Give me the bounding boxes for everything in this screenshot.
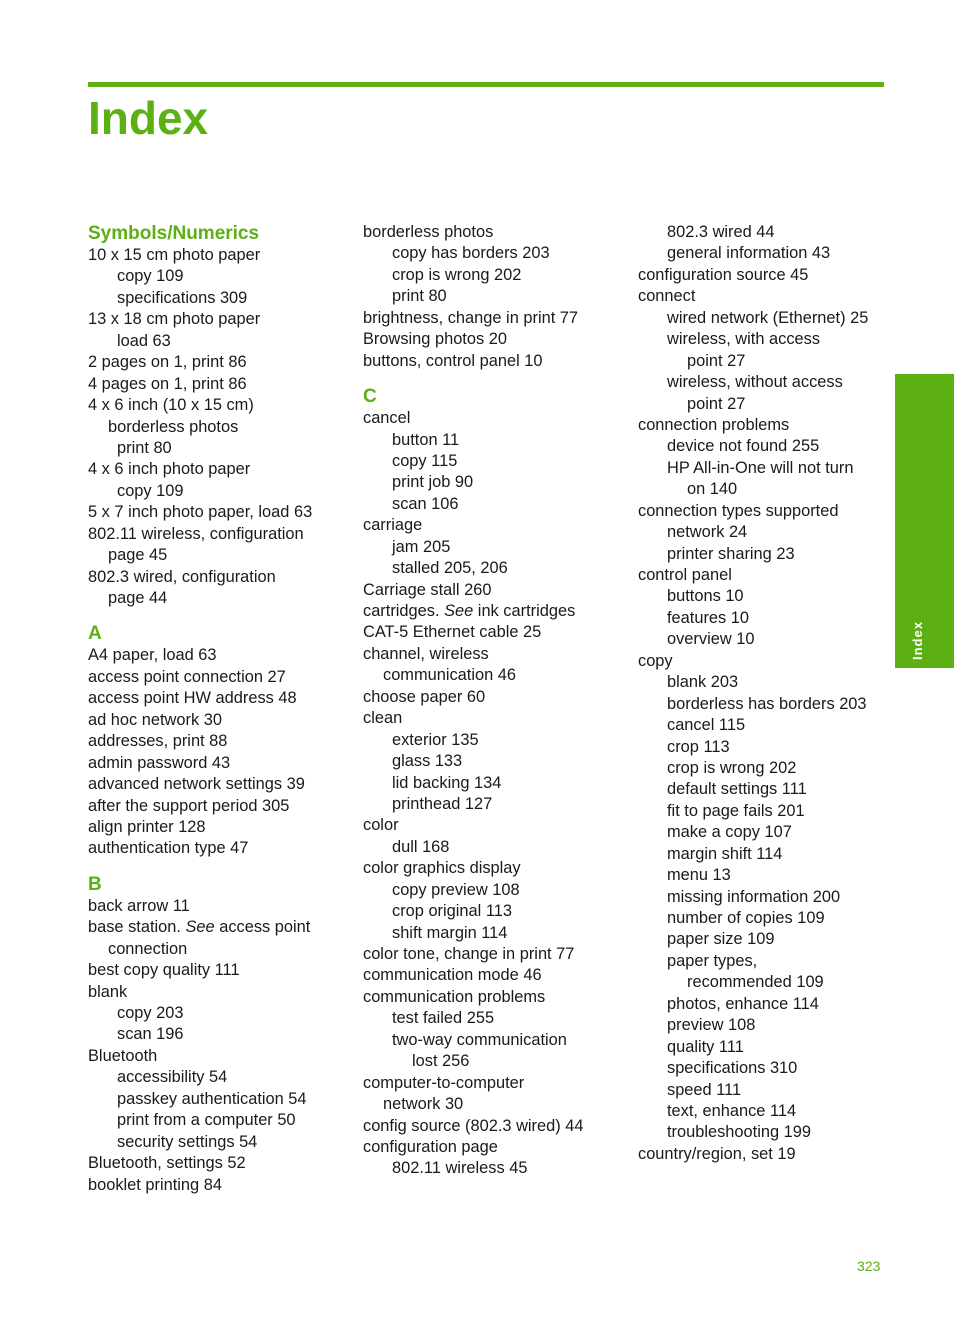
index-subentry: paper size 109	[667, 930, 775, 949]
index-entry: booklet printing 84	[88, 1175, 222, 1194]
index-subentry: number of copies 109	[667, 909, 825, 927]
index-subentry: network 30	[383, 1095, 464, 1114]
index-subentry: shift margin 114	[392, 923, 508, 942]
index-subentry: recommended 109	[687, 973, 824, 992]
index-subentry: fit to page fails 201	[667, 801, 805, 820]
index-subentry: blank 203	[667, 673, 739, 692]
index-entry: Bluetooth, settings 52	[88, 1154, 246, 1173]
index-subentry: missing information 200	[667, 887, 841, 906]
index-subentry: stalled 205, 206	[392, 559, 508, 578]
index-subentry: communication 46	[383, 666, 517, 685]
index-subentry: copy 203	[117, 1004, 184, 1022]
section-gap	[88, 609, 358, 622]
index-subentry: crop is wrong 202	[392, 265, 522, 284]
index-subentry: print 80	[392, 287, 447, 306]
index-entry: carriage	[363, 516, 423, 535]
section-heading: Symbols/Numerics	[88, 223, 260, 244]
index-subentry: preview 108	[667, 1016, 756, 1035]
index-entry: A4 paper, load 63	[88, 646, 217, 665]
index-subentry: 802.11 wireless 45	[392, 1159, 528, 1178]
index-subentry: lid backing 134	[392, 773, 502, 792]
index-subentry: printer sharing 23	[667, 544, 795, 563]
index-entry: align printer 128	[88, 817, 206, 836]
index-entry: 5 x 7 inch photo paper, load 63	[88, 503, 313, 522]
index-entry: Bluetooth	[88, 1046, 158, 1065]
index-entry: buttons, control panel 10	[363, 351, 543, 370]
index-subentry: button 11	[392, 430, 460, 449]
index-entry: back arrow 11	[88, 896, 190, 915]
index-entry: copy	[638, 651, 673, 670]
index-subentry: HP All-in-One will not turn	[667, 458, 854, 477]
index-subentry: passkey authentication 54	[117, 1089, 307, 1108]
index-subentry: menu 13	[667, 866, 731, 885]
index-subentry: quality 111	[667, 1037, 744, 1056]
index-subentry: copy 109	[117, 267, 184, 286]
entry-text: base station.	[88, 918, 186, 937]
index-subentry: photos, enhance 114	[667, 994, 819, 1013]
section-gap	[88, 860, 358, 873]
index-entry: addresses, print 88	[88, 732, 228, 751]
index-subentry: default settings 111	[667, 780, 807, 799]
index-entry: 4 pages on 1, print 86	[88, 374, 247, 393]
index-subentry: crop 113	[667, 737, 730, 756]
index-subentry: copy 109	[117, 481, 184, 500]
index-subentry: glass 133	[392, 752, 463, 771]
index-subentry: copy has borders 203	[392, 244, 550, 263]
index-subentry: buttons 10	[667, 587, 744, 606]
index-entry: access point HW address 48	[88, 689, 297, 708]
index-entry: borderless photos	[363, 223, 494, 241]
index-subentry: crop is wrong 202	[667, 758, 797, 777]
index-entry: connection problems	[638, 415, 790, 434]
index-subentry: wireless, with access	[667, 330, 821, 349]
index-subentry: speed 111	[667, 1080, 742, 1099]
index-entry: color tone, change in print 77	[363, 945, 575, 963]
index-subentry: specifications 310	[667, 1059, 798, 1078]
see-reference: See	[185, 918, 215, 937]
index-subentry: copy 115	[392, 451, 458, 470]
index-subentry: copy preview 108	[392, 880, 520, 899]
index-entry: communication mode 46	[363, 966, 542, 985]
index-subentry: load 63	[117, 331, 171, 350]
entry-text: access point	[214, 918, 311, 937]
index-column-1	[88, 222, 358, 1196]
title-rule	[88, 82, 884, 87]
index-entry: communication problems	[363, 987, 546, 1006]
index-entry: control panel	[638, 566, 732, 584]
see-reference: See	[444, 602, 474, 620]
index-subentry: wired network (Ethernet) 25	[667, 308, 869, 327]
index-entry: access point connection 27	[88, 667, 286, 686]
index-subentry: specifications 309	[117, 288, 248, 307]
index-entry: admin password 43	[88, 753, 231, 772]
index-entry: country/region, set 19	[638, 1144, 796, 1163]
section-heading: A	[88, 623, 102, 645]
index-entry: configuration page	[363, 1137, 498, 1156]
index-subentry: borderless photos	[108, 417, 239, 436]
index-subentry: general information 43	[667, 244, 831, 263]
side-tab-label: Index	[910, 621, 925, 660]
index-entry: channel, wireless	[363, 644, 489, 663]
index-entry: best copy quality 111	[88, 961, 240, 980]
index-subentry: scan 106	[392, 494, 459, 513]
index-subentry: exterior 135	[392, 730, 479, 749]
index-entry: ad hoc network 30	[88, 710, 222, 729]
index-entry: 13 x 18 cm photo paper	[88, 310, 261, 329]
index-column-2	[363, 222, 633, 1180]
index-subentry: on 140	[687, 480, 738, 499]
index-subentry: security settings 54	[117, 1132, 258, 1151]
section-heading: B	[88, 873, 102, 895]
index-subentry: network 24	[667, 523, 748, 542]
index-subentry: point 27	[687, 394, 746, 413]
index-entry: color graphics display	[363, 859, 521, 878]
index-entry: config source (802.3 wired) 44	[363, 1116, 584, 1135]
index-column-3	[638, 222, 888, 1165]
index-entry: cancel	[363, 409, 411, 428]
index-subentry: page 44	[108, 589, 168, 607]
index-subentry: overview 10	[667, 630, 755, 649]
index-subentry: paper types,	[667, 951, 758, 970]
index-subentry: troubleshooting 199	[667, 1123, 811, 1142]
entry-text: cartridges.	[363, 602, 445, 620]
index-entry: CAT-5 Ethernet cable 25	[363, 623, 542, 642]
index-entry: computer-to-computer	[363, 1073, 525, 1092]
index-entry: 4 x 6 inch photo paper	[88, 460, 251, 479]
index-entry	[363, 601, 633, 622]
index-entry: configuration source 45	[638, 265, 809, 284]
index-subentry: scan 196	[117, 1025, 184, 1044]
index-subentry: cancel 115	[667, 716, 746, 735]
index-subentry: lost 256	[412, 1052, 470, 1071]
index-subentry: make a copy 107	[667, 823, 792, 842]
index-subentry: jam 205	[392, 537, 451, 556]
index-entry: connect	[638, 287, 696, 306]
index-subentry: two-way communication	[392, 1030, 567, 1049]
index-entry: choose paper 60	[363, 687, 486, 706]
index-subentry: point 27	[687, 351, 746, 370]
index-entry: clean	[363, 709, 403, 728]
index-subentry: borderless has borders 203	[667, 694, 867, 713]
index-entry: Browsing photos 20	[363, 330, 507, 349]
index-entry: color	[363, 816, 399, 835]
index-entry: 10 x 15 cm photo paper	[88, 246, 261, 264]
index-entry: 802.11 wireless, configuration	[88, 524, 304, 543]
index-subentry: features 10	[667, 608, 750, 627]
entry-text: ink cartridges	[473, 602, 576, 620]
index-subentry: print 80	[117, 438, 172, 457]
index-entry: 2 pages on 1, print 86	[88, 353, 247, 372]
index-subentry: printhead 127	[392, 794, 493, 813]
index-subentry: print job 90	[392, 473, 474, 492]
page-number: 323	[857, 1258, 881, 1274]
section-gap	[363, 372, 633, 385]
index-subentry: margin shift 114	[667, 844, 783, 863]
index-subentry: dull 168	[392, 837, 450, 856]
index-entry: brightness, change in print 77	[363, 308, 579, 327]
index-entry: connection types supported	[638, 501, 839, 520]
index-entry: 802.3 wired, configuration	[88, 567, 276, 586]
index-subentry: test failed 255	[392, 1009, 495, 1028]
index-entry	[88, 917, 358, 938]
index-entry: advanced network settings 39	[88, 775, 305, 794]
index-entry: blank	[88, 982, 128, 1001]
index-subentry: crop original 113	[392, 902, 512, 921]
index-entry: Carriage stall 260	[363, 580, 492, 599]
index-subentry: 802.3 wired 44	[667, 223, 775, 241]
index-subentry: text, enhance 114	[667, 1101, 797, 1120]
index-entry: authentication type 47	[88, 839, 249, 858]
index-entry: 4 x 6 inch (10 x 15 cm)	[88, 396, 254, 415]
index-subentry: page 45	[108, 546, 168, 565]
index-subentry: wireless, without access	[667, 373, 843, 392]
index-entry: after the support period 305	[88, 796, 290, 815]
section-heading: C	[363, 386, 377, 408]
index-subentry: device not found 255	[667, 437, 820, 456]
index-subentry: connection	[108, 939, 188, 958]
index-subentry: accessibility 54	[117, 1068, 228, 1087]
page-title: Index	[88, 92, 209, 144]
index-subentry: print from a computer 50	[117, 1111, 296, 1130]
